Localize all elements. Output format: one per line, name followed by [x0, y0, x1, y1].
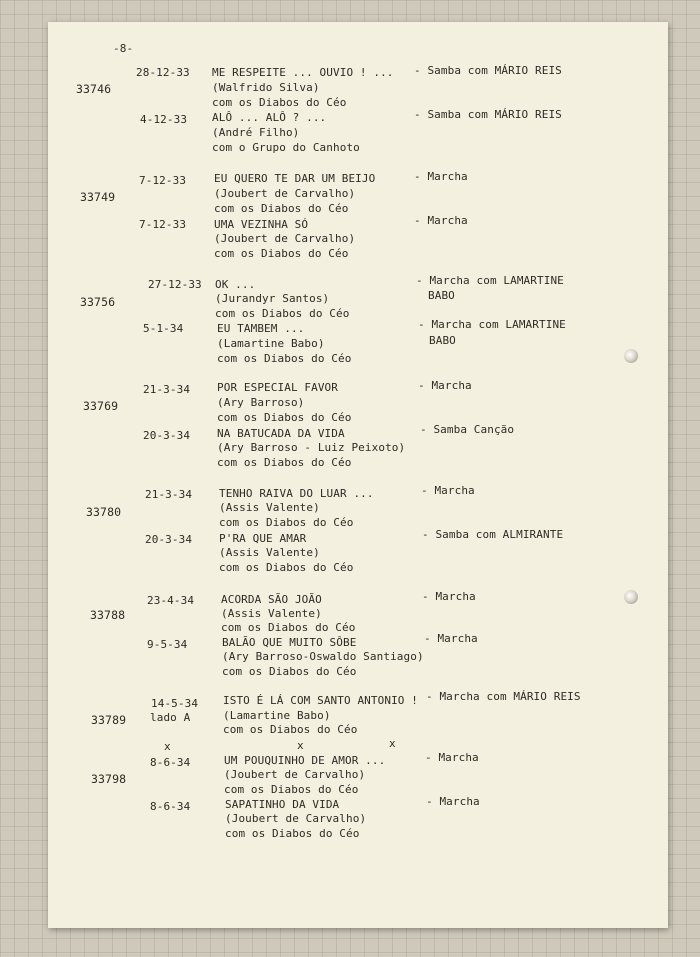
- recording-date: 4-12-33: [140, 113, 188, 126]
- song-title: ACORDA SÃO JOÃO: [221, 593, 322, 606]
- song-title: P'RA QUE AMAR: [219, 532, 307, 545]
- recording-date: 21-3-34: [145, 488, 193, 501]
- recording-date: 20-3-34: [145, 533, 193, 546]
- song-author: (Ary Barroso): [217, 396, 305, 409]
- performing-group: com os Diabos do Céo: [222, 665, 357, 678]
- song-title: ME RESPEITE ... OUVIO ! ...: [212, 66, 394, 79]
- disc-number: 33746: [76, 82, 112, 96]
- song-author: (Joubert de Carvalho): [224, 768, 366, 781]
- song-author: (Assis Valente): [221, 607, 322, 620]
- disc-number: 33789: [91, 713, 127, 727]
- performing-group: com os Diabos do Céo: [217, 456, 352, 469]
- song-title: POR ESPECIAL FAVOR: [217, 381, 339, 394]
- punch-hole-bottom: [624, 590, 638, 604]
- recording-date: 28-12-33: [136, 66, 190, 79]
- song-genre: - Marcha: [421, 484, 475, 497]
- performing-group: com os Diabos do Céo: [215, 307, 350, 320]
- song-genre: - Samba com MÁRIO REIS: [414, 64, 562, 77]
- song-author: (Assis Valente): [219, 501, 320, 514]
- separator-mark: x: [164, 740, 171, 753]
- song-genre: - Samba com MÁRIO REIS: [414, 108, 562, 121]
- disc-side: lado A: [150, 711, 191, 724]
- recording-date: 8-6-34: [150, 800, 191, 813]
- song-author: (Ary Barroso-Oswaldo Santiago): [222, 650, 424, 663]
- performing-group: com os Diabos do Céo: [223, 723, 358, 736]
- separator-mark: x: [389, 737, 396, 750]
- recording-date: 21-3-34: [143, 383, 191, 396]
- song-genre: - Marcha: [422, 590, 476, 603]
- song-genre: - Marcha: [418, 379, 472, 392]
- song-author: (Assis Valente): [219, 546, 320, 559]
- song-author: (Joubert de Carvalho): [225, 812, 367, 825]
- song-title: UMA VEZINHA SÓ: [214, 218, 309, 231]
- disc-number: 33749: [80, 190, 116, 204]
- song-title: NA BATUCADA DA VIDA: [217, 427, 345, 440]
- song-title: EU QUERO TE DAR UM BEIJO: [214, 172, 376, 185]
- song-title: OK ...: [215, 278, 256, 291]
- song-genre: - Samba Canção: [420, 423, 515, 436]
- performing-group: com o Grupo do Canhoto: [212, 141, 360, 154]
- song-genre-continued: BABO: [428, 289, 455, 302]
- performing-group: com os Diabos do Céo: [217, 352, 352, 365]
- punch-hole-top: [624, 349, 638, 363]
- disc-number: 33798: [91, 772, 127, 786]
- song-author: (Lamartine Babo): [223, 709, 331, 722]
- performing-group: com os Diabos do Céo: [214, 247, 349, 260]
- song-genre-continued: BABO: [429, 334, 456, 347]
- song-title: BALÃO QUE MUITO SÔBE: [222, 636, 357, 649]
- song-genre: - Marcha: [424, 632, 478, 645]
- song-genre: - Marcha: [425, 751, 479, 764]
- song-genre: - Marcha: [414, 170, 468, 183]
- song-genre: - Marcha com LAMARTINE: [418, 318, 566, 331]
- recording-date: 8-6-34: [150, 756, 191, 769]
- song-title: SAPATINHO DA VIDA: [225, 798, 340, 811]
- performing-group: com os Diabos do Céo: [225, 827, 360, 840]
- song-author: (André Filho): [212, 126, 300, 139]
- song-genre: - Marcha com MÁRIO REIS: [426, 690, 581, 703]
- song-author: (Jurandyr Santos): [215, 292, 330, 305]
- recording-date: 9-5-34: [147, 638, 188, 651]
- disc-number: 33780: [86, 505, 122, 519]
- performing-group: com os Diabos do Céo: [217, 411, 352, 424]
- song-author: (Lamartine Babo): [217, 337, 325, 350]
- performing-group: com os Diabos do Céo: [219, 516, 354, 529]
- song-title: TENHO RAIVA DO LUAR ...: [219, 487, 374, 500]
- song-author: (Walfrido Silva): [212, 81, 320, 94]
- performing-group: com os Diabos do Céo: [212, 96, 347, 109]
- recording-date: 23-4-34: [147, 594, 195, 607]
- song-title: ALÔ ... ALÔ ? ...: [212, 111, 327, 124]
- performing-group: com os Diabos do Céo: [214, 202, 349, 215]
- performing-group: com os Diabos do Céo: [221, 621, 356, 634]
- separator-mark: x: [297, 739, 304, 752]
- song-genre: - Marcha: [426, 795, 480, 808]
- song-genre: - Marcha: [414, 214, 468, 227]
- recording-date: 20-3-34: [143, 429, 191, 442]
- recording-date: 27-12-33: [148, 278, 202, 291]
- song-title: ISTO É LÁ COM SANTO ANTONIO !: [223, 694, 418, 707]
- recording-date: 7-12-33: [139, 218, 187, 231]
- song-author: (Joubert de Carvalho): [214, 232, 356, 245]
- recording-date: 7-12-33: [139, 174, 187, 187]
- disc-number: 33788: [90, 608, 126, 622]
- disc-number: 33769: [83, 399, 119, 413]
- song-author: (Ary Barroso - Luiz Peixoto): [217, 441, 406, 454]
- song-genre: - Samba com ALMIRANTE: [422, 528, 564, 541]
- performing-group: com os Diabos do Céo: [219, 561, 354, 574]
- performing-group: com os Diabos do Céo: [224, 783, 359, 796]
- disc-number: 33756: [80, 295, 116, 309]
- recording-date: 5-1-34: [143, 322, 184, 335]
- song-genre: - Marcha com LAMARTINE: [416, 274, 564, 287]
- song-title: EU TAMBEM ...: [217, 322, 305, 335]
- page-number: -8-: [113, 42, 134, 55]
- song-author: (Joubert de Carvalho): [214, 187, 356, 200]
- song-title: UM POUQUINHO DE AMOR ...: [224, 754, 386, 767]
- recording-date: 14-5-34: [151, 697, 199, 710]
